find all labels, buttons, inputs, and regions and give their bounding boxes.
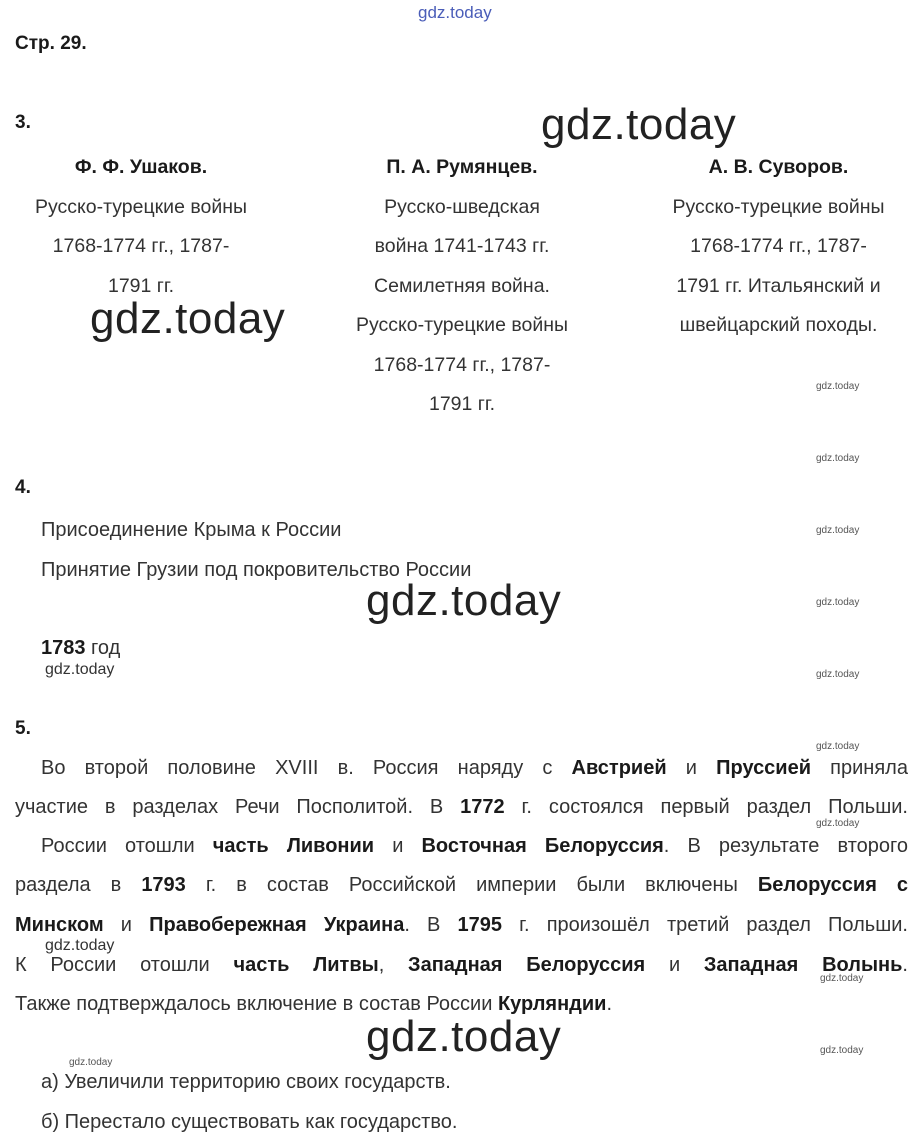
year-line: [41, 637, 120, 660]
answer-line: б) Перестало существовать как государство.: [41, 1111, 458, 1133]
bold-term: Правобережная Украина: [149, 914, 405, 936]
bold-term: Австрией: [571, 757, 667, 779]
commander-name: П. А. Румянцев.: [386, 156, 538, 178]
text-segment: г. в состав Российской империи были включены: [185, 874, 758, 896]
watermark-small: gdz.today: [816, 381, 860, 392]
watermark-small: gdz.today: [820, 1045, 864, 1056]
commander-wars-line: 1791 гг.: [107, 274, 175, 297]
bold-term: 1795: [457, 914, 503, 936]
paragraph-line: [41, 835, 908, 858]
text-segment: и: [645, 954, 704, 976]
paragraph-line: [15, 993, 908, 1016]
bold-term: Белоруссия с: [757, 874, 908, 896]
watermark-small: gdz.today: [816, 669, 860, 680]
watermark-top: gdz.today: [418, 3, 492, 22]
text-segment: ,: [378, 954, 409, 976]
paragraph-line: [15, 954, 908, 977]
section-5-number: 5.: [15, 718, 31, 739]
text-segment: раздела в: [15, 874, 142, 896]
watermark-small: gdz.today: [816, 818, 860, 829]
section-4-number: 4.: [15, 477, 31, 498]
commander-wars-line: Русско-турецкие войны: [355, 314, 568, 336]
text-segment: .: [902, 954, 908, 976]
bold-term: Восточная Белоруссия: [421, 835, 664, 857]
bold-term: Западная Волынь: [703, 954, 903, 976]
commander-column-ushakov: [0, 148, 282, 306]
commander-wars-line: Русско-турецкие войны: [34, 195, 247, 218]
paragraph-line: [15, 796, 908, 819]
commander-column-suvorov: [640, 148, 917, 346]
section-3-number: 3.: [15, 112, 31, 133]
watermark-large: gdz.today: [90, 294, 286, 343]
year-suffix: год: [85, 637, 121, 659]
paragraph-line: [15, 874, 908, 897]
commander-wars-line: швейцарский походы.: [679, 314, 878, 336]
text-segment: К России отошли: [15, 954, 234, 976]
text-segment: . В результате второго: [663, 835, 909, 857]
event-line: Принятие Грузии под покровительство России: [41, 559, 472, 581]
watermark-medium: gdz.today: [45, 937, 115, 954]
watermark-large: gdz.today: [541, 100, 737, 149]
watermark-large: gdz.today: [366, 1012, 562, 1061]
year-value: 1783: [41, 637, 86, 659]
commander-wars-line: 1768-1774 гг., 1787-: [690, 235, 867, 257]
watermark-small: gdz.today: [820, 973, 864, 984]
commander-wars-line: Семилетняя война.: [374, 274, 550, 297]
answer-line: а) Увеличили территорию своих государств.: [41, 1071, 451, 1093]
text-segment: и: [374, 835, 422, 857]
commander-wars-line: Русско-шведская: [384, 195, 540, 218]
bold-term: 1793: [141, 874, 186, 896]
bold-term: часть Литвы: [233, 954, 379, 976]
bold-term: Западная Белоруссия: [408, 954, 646, 976]
paragraph-line: [15, 914, 908, 937]
commander-name: А. В. Суворов.: [708, 156, 849, 178]
text-segment: участие в разделах Речи Посполитой. В: [15, 796, 461, 818]
text-segment: и: [666, 757, 717, 779]
text-segment: приняла: [811, 757, 908, 779]
watermark-small: gdz.today: [69, 1057, 113, 1068]
watermark-large: gdz.today: [366, 576, 562, 625]
bold-term: 1772: [460, 796, 505, 818]
watermark-small: gdz.today: [816, 525, 860, 536]
text-segment: Также подтверждалось включение в состав России: [15, 993, 498, 1015]
commander-wars-line: 1768-1774 гг., 1787-: [52, 235, 230, 257]
text-segment: г. состоялся первый раздел Польши.: [504, 796, 908, 818]
commander-wars-line: 1791 гг. Итальянский и: [676, 274, 881, 297]
bold-term: Минском: [15, 914, 104, 936]
text-segment: и: [103, 914, 150, 936]
page-label: Стр. 29.: [15, 33, 87, 54]
text-segment: Во второй половине XVIII в. Россия наряду с: [41, 757, 572, 779]
text-segment: г. произошёл третий раздел Польши.: [502, 914, 908, 936]
watermark-small: gdz.today: [816, 453, 860, 464]
text-segment: .: [606, 993, 613, 1015]
paragraph-line: [41, 757, 908, 780]
watermark-small: gdz.today: [816, 741, 860, 752]
commander-name: Ф. Ф. Ушаков.: [74, 156, 208, 178]
commander-wars-line: Русско-турецкие войны: [672, 195, 885, 218]
event-line: Присоединение Крыма к России: [41, 519, 342, 541]
bold-term: часть Ливонии: [212, 835, 375, 857]
commander-column-rumyantsev: [322, 148, 602, 425]
commander-wars-line: война 1741-1743 гг.: [374, 235, 550, 257]
commander-wars-line: 1791 гг.: [428, 393, 496, 415]
watermark-small: gdz.today: [816, 597, 860, 608]
text-segment: . В: [404, 914, 458, 936]
watermark-medium: gdz.today: [45, 661, 115, 678]
bold-term: Курляндии: [497, 993, 607, 1015]
bold-term: Пруссией: [716, 757, 812, 779]
text-segment: России отошли: [41, 835, 213, 857]
commander-wars-line: 1768-1774 гг., 1787-: [373, 353, 551, 376]
